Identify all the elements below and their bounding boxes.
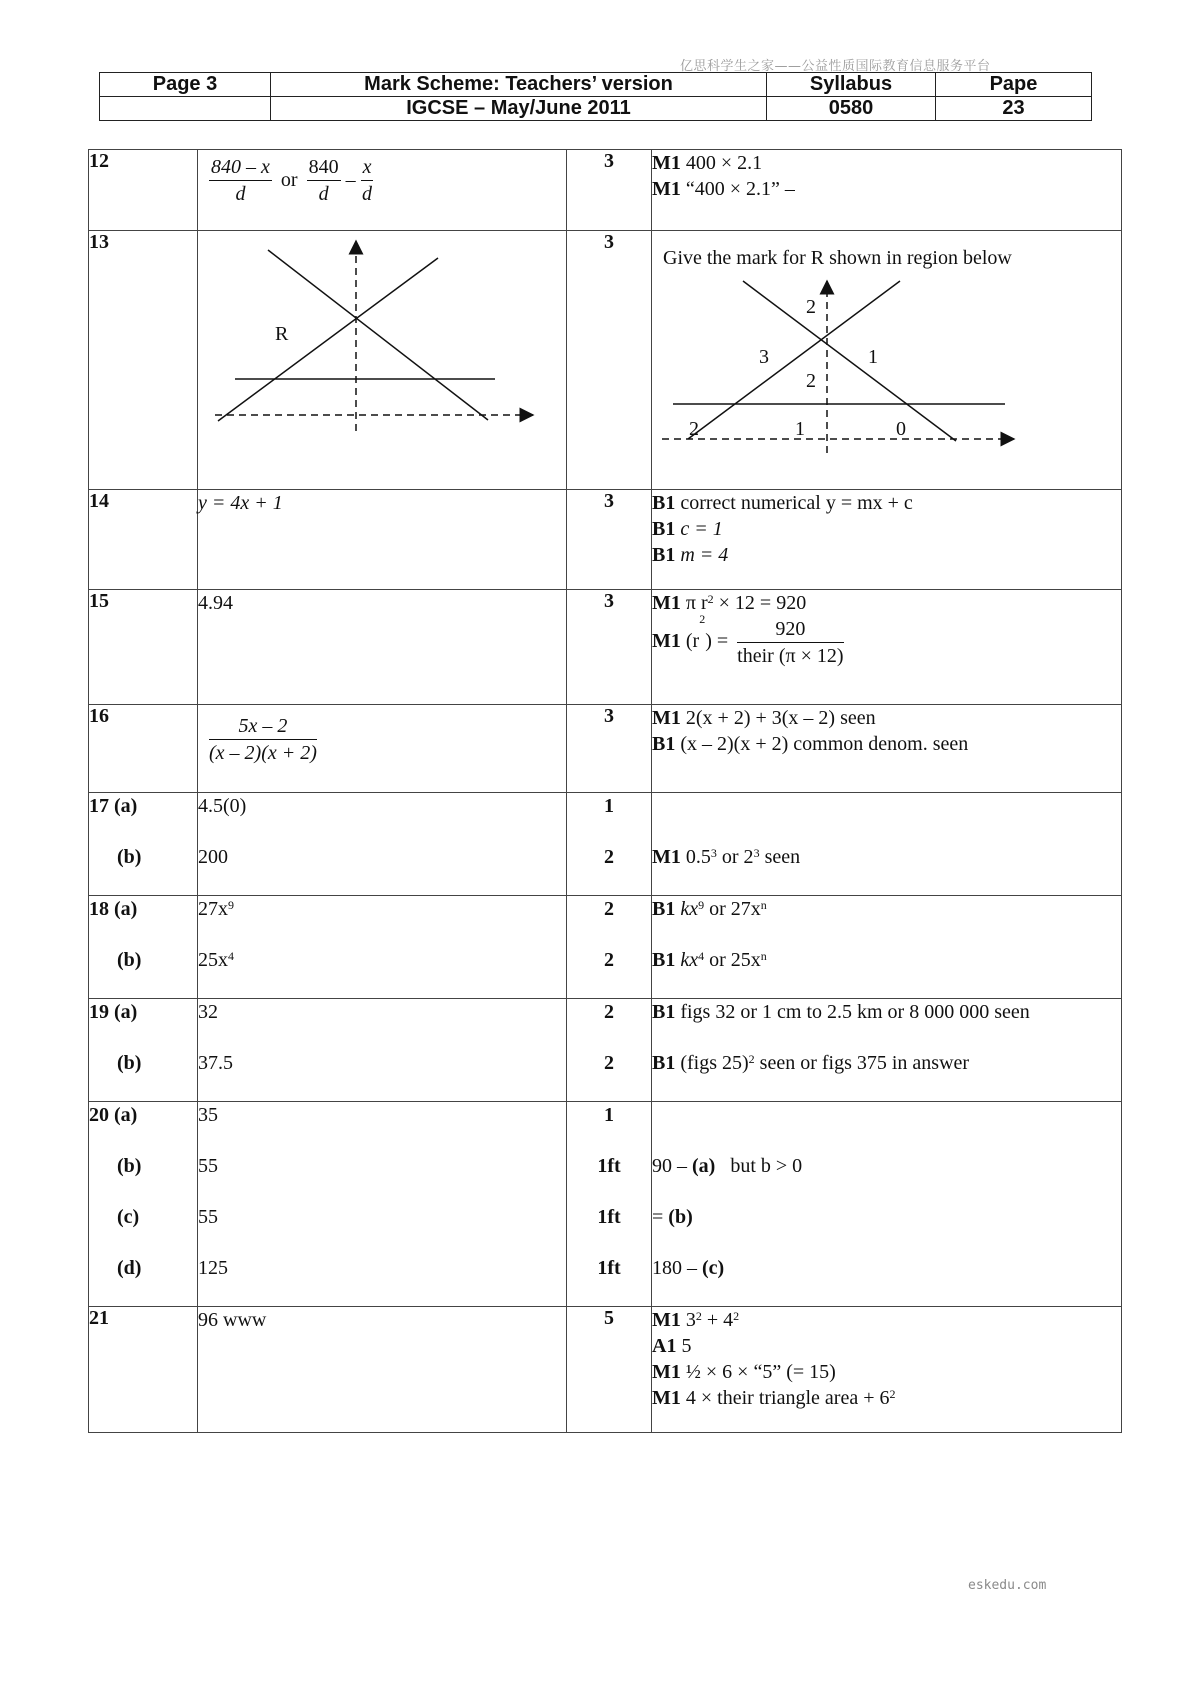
table-row (89, 999, 1122, 1102)
comment-text: (r (685, 630, 700, 653)
paper-number: 23 (936, 97, 1092, 121)
question-number: 21 (89, 1307, 109, 1329)
part-reference: (a) (692, 1155, 716, 1177)
comment-text: correct numerical y = mx + c (680, 492, 913, 514)
superscript: 4 (228, 949, 234, 963)
comment-cell (652, 705, 1122, 793)
syllabus-code: 0580 (767, 97, 936, 121)
mark-code: B1 (652, 1001, 676, 1023)
comment-text: 4 × their triangle area + 6 (685, 1387, 890, 1409)
answer-text: 200 (198, 846, 228, 868)
mark-code: B1 (652, 1052, 676, 1074)
table-row (89, 150, 1122, 231)
comment-text: c = 1 (680, 518, 723, 540)
comment-text: 90 – (652, 1155, 687, 1177)
comment-text: or 2 (721, 846, 754, 868)
region-mark: 2 (806, 370, 816, 392)
comment-cell (652, 150, 1122, 231)
superscript: 2 (889, 1387, 896, 1401)
comment-cell (652, 1307, 1122, 1433)
answer-text: 4.94 (198, 592, 233, 614)
region-label: R (275, 323, 289, 345)
answer-text: 25x (198, 949, 228, 971)
mark-value: 3 (604, 705, 614, 727)
mark-code: M1 (652, 846, 681, 868)
fraction-denominator: d (318, 183, 329, 205)
table-row (89, 793, 1122, 896)
comment-fraction (737, 616, 843, 669)
mark-value: 3 (604, 231, 614, 253)
comment-text: 2(x + 2) + 3(x – 2) seen (685, 707, 876, 729)
answer-text: 55 (198, 1206, 218, 1228)
mark-value: 2 (604, 846, 614, 868)
region-mark: 2 (806, 296, 816, 318)
answer-fraction (361, 154, 374, 207)
comment-text: π r (685, 592, 708, 614)
header-table (99, 72, 1092, 121)
region-marks-diagram (652, 271, 1121, 461)
mark-value: 1 (604, 1104, 614, 1126)
comment-text: ½ × 6 × “5” (= 15) (685, 1361, 836, 1383)
question-number: 15 (89, 590, 109, 612)
document-title: Mark Scheme: Teachers’ version (271, 73, 767, 97)
mark-code: M1 (652, 707, 681, 729)
mark-value: 3 (604, 490, 614, 512)
comment-text: ) = (705, 630, 729, 653)
superscript: 2 (733, 1309, 740, 1323)
comment-cell (652, 793, 1122, 896)
mark-code: B1 (652, 544, 676, 566)
fraction-numerator: x (362, 156, 372, 178)
mark-value: 1ft (597, 1155, 621, 1177)
comment-text: 180 – (652, 1257, 697, 1279)
fraction-denominator: (x – 2)(x + 2) (209, 742, 317, 764)
mark-value: 2 (604, 949, 614, 971)
comment-cell (652, 590, 1122, 705)
comment-text: Give the mark for R shown in region below (663, 247, 1012, 269)
question-part: (b) (117, 1052, 142, 1074)
region-mark: 3 (759, 346, 769, 368)
comment-cell (652, 231, 1122, 490)
table-row (89, 896, 1122, 999)
minus-sign: – (345, 169, 356, 191)
mark-code: M1 (652, 152, 681, 174)
comment-text: (x – 2)(x + 2) common denom. seen (680, 733, 969, 755)
superscript: 4 (698, 949, 705, 963)
mark-value: 2 (604, 898, 614, 920)
line-negative-slope (743, 281, 956, 441)
table-row (89, 231, 1122, 490)
answer-text: 35 (198, 1104, 218, 1126)
fraction-numerator: 920 (737, 616, 843, 643)
line-negative-slope (268, 250, 488, 420)
region-diagram (198, 231, 566, 483)
table-row (89, 705, 1122, 793)
mark-code: M1 (652, 592, 681, 614)
superscript: 9 (698, 898, 705, 912)
fraction-denominator: d (235, 183, 246, 205)
mark-value: 3 (604, 590, 614, 612)
comment-text: or 27x (709, 898, 761, 920)
region-mark: 1 (868, 346, 878, 368)
or-text: or (280, 169, 298, 191)
comment-text: m = 4 (680, 544, 729, 566)
mark-value: 2 (604, 1052, 614, 1074)
superscript: 9 (228, 898, 234, 912)
part-reference: (b) (668, 1206, 693, 1228)
question-part: (b) (117, 1155, 142, 1177)
superscript: n (760, 949, 767, 963)
fraction-denominator: d (362, 183, 372, 205)
mark-scheme-table (88, 149, 1122, 1433)
footer-site-name: eskedu.com (968, 1578, 1047, 1593)
mark-code: A1 (652, 1335, 677, 1357)
table-row (89, 490, 1122, 590)
answer-fraction (209, 713, 317, 766)
fraction-numerator: 840 (307, 154, 341, 181)
answer-text: 125 (198, 1257, 228, 1279)
comment-text: 5 (681, 1335, 692, 1357)
mark-code: M1 (652, 1387, 681, 1409)
mark-code: B1 (652, 492, 676, 514)
answer-text: 55 (198, 1155, 218, 1177)
answer-cell (198, 705, 567, 793)
table-row (89, 1102, 1122, 1307)
comment-text: “400 × 2.1” – (685, 178, 795, 200)
answer-fraction (307, 154, 341, 207)
page-number: Page 3 (100, 73, 271, 97)
mark-code: M1 (652, 178, 681, 200)
answer-text: 32 (198, 1001, 218, 1023)
mark-value: 1ft (597, 1257, 621, 1279)
question-part: (b) (117, 846, 142, 868)
mark-value: 5 (604, 1307, 614, 1329)
table-row (89, 1307, 1122, 1433)
superscript: 3 (753, 846, 760, 860)
superscript: 2 (699, 612, 706, 626)
comment-text: seen or figs 375 in answer (759, 1052, 970, 1074)
exam-session: IGCSE – May/June 2011 (271, 97, 767, 121)
mark-value: 1ft (597, 1206, 621, 1228)
mark-code: B1 (652, 898, 676, 920)
question-part: (b) (117, 949, 142, 971)
comment-cell (652, 999, 1122, 1102)
comment-text: 400 × 2.1 (685, 152, 763, 174)
answer-text: 4.5(0) (198, 795, 247, 817)
answer-text: 27x (198, 898, 228, 920)
comment-text: 0.5 (685, 846, 711, 868)
mark-code: M1 (652, 1309, 681, 1331)
question-number: 13 (89, 231, 109, 253)
question-part: (c) (117, 1206, 140, 1228)
question-number: 14 (89, 490, 109, 512)
syllabus-label: Syllabus (767, 73, 936, 97)
fraction-numerator: 5x – 2 (238, 715, 288, 737)
answer-text: 37.5 (198, 1052, 233, 1074)
comment-text: but b > 0 (730, 1155, 803, 1177)
question-number: 12 (89, 150, 109, 172)
line-positive-slope (218, 258, 438, 421)
answer-fraction (209, 154, 272, 207)
question-number: 20 (a) (89, 1104, 138, 1126)
question-part: (d) (117, 1257, 142, 1279)
mark-code: M1 (652, 630, 681, 653)
answer-cell (198, 231, 567, 490)
region-mark: 0 (896, 418, 906, 440)
part-reference: (c) (702, 1257, 725, 1279)
mark-value: 1 (604, 795, 614, 817)
answer-text: y = 4x + 1 (198, 492, 283, 514)
mark-value: 2 (604, 1001, 614, 1023)
superscript: n (760, 898, 767, 912)
paper-label: Pape (936, 73, 1092, 97)
mark-code: B1 (652, 949, 676, 971)
header-empty-cell (100, 97, 271, 121)
question-number: 18 (a) (89, 898, 138, 920)
mark-code: B1 (652, 518, 676, 540)
answer-text: 96 www (198, 1309, 267, 1331)
question-number: 17 (a) (89, 795, 138, 817)
fraction-numerator: 840 – x (211, 156, 270, 178)
mark-code: M1 (652, 1361, 681, 1383)
comment-text: × 12 = 920 (718, 592, 807, 614)
comment-text: kx (680, 949, 699, 971)
comment-text: or 25x (709, 949, 761, 971)
table-row (89, 590, 1122, 705)
mark-value: 3 (604, 150, 614, 172)
comment-text: seen (764, 846, 801, 868)
superscript: 3 (710, 846, 717, 860)
question-number: 19 (a) (89, 1001, 138, 1023)
comment-cell (652, 490, 1122, 590)
region-mark: 1 (795, 418, 805, 440)
superscript: 2 (748, 1052, 755, 1066)
answer-cell (198, 150, 567, 231)
superscript: 2 (707, 592, 714, 606)
fraction-denominator: their (π × 12) (737, 645, 844, 667)
watermark-text: 亿思科学生之家——公益性质国际教育信息服务平台 (680, 59, 991, 74)
comment-text: figs 32 or 1 cm to 2.5 km or 8 000 000 seen (680, 1001, 1030, 1023)
region-mark: 2 (689, 418, 699, 440)
comment-text: 3 (685, 1309, 696, 1331)
mark-code: B1 (652, 733, 676, 755)
comment-text: = (652, 1206, 664, 1228)
comment-cell (652, 896, 1122, 999)
superscript: 2 (695, 1309, 702, 1323)
comment-text: kx (680, 898, 699, 920)
comment-text: + 4 (706, 1309, 734, 1331)
question-number: 16 (89, 705, 109, 727)
comment-cell (652, 1102, 1122, 1307)
comment-text: (figs 25) (680, 1052, 749, 1074)
